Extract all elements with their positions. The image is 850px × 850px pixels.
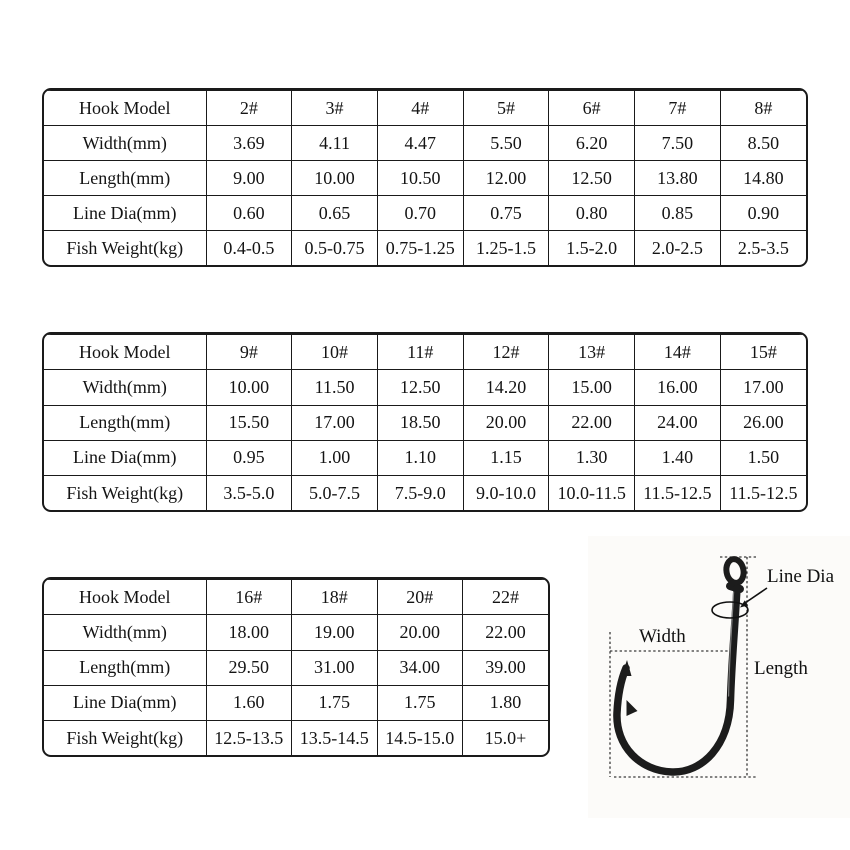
value-cell: 1.5-2.0 [549, 231, 635, 265]
column-header-cell: 2# [206, 91, 292, 126]
column-header-cell: 8# [720, 91, 806, 126]
value-cell: 11.5-12.5 [720, 476, 806, 511]
value-cell: 1.25-1.5 [463, 231, 549, 265]
value-cell: 15.00 [549, 370, 635, 405]
value-cell: 22.00 [463, 615, 549, 650]
value-cell: 0.90 [720, 196, 806, 231]
corner-header-cell: Hook Model [44, 335, 206, 370]
column-header-cell: 18# [292, 580, 378, 615]
length-label: Length [754, 658, 808, 679]
value-cell: 11.5-12.5 [635, 476, 721, 511]
value-cell: 4.47 [377, 126, 463, 161]
value-cell: 31.00 [292, 650, 378, 685]
value-cell: 1.50 [720, 440, 806, 475]
value-cell: 0.65 [292, 196, 378, 231]
corner-header-cell: Hook Model [44, 91, 206, 126]
column-header-cell: 12# [463, 335, 549, 370]
value-cell: 39.00 [463, 650, 549, 685]
value-cell: 26.00 [720, 405, 806, 440]
value-cell: 1.75 [292, 685, 378, 720]
value-cell: 1.40 [635, 440, 721, 475]
column-header-cell: 20# [377, 580, 463, 615]
column-header-cell: 3# [292, 91, 378, 126]
row-label-cell: Line Dia(mm) [44, 196, 206, 231]
value-cell: 1.30 [549, 440, 635, 475]
row-label-cell: Length(mm) [44, 161, 206, 196]
width-label: Width [639, 626, 686, 647]
value-cell: 14.80 [720, 161, 806, 196]
value-cell: 15.50 [206, 405, 292, 440]
value-cell: 9.00 [206, 161, 292, 196]
value-cell: 14.20 [463, 370, 549, 405]
column-header-cell: 5# [463, 91, 549, 126]
value-cell: 20.00 [463, 405, 549, 440]
value-cell: 7.50 [635, 126, 721, 161]
value-cell: 17.00 [720, 370, 806, 405]
row-label-cell: Width(mm) [44, 615, 206, 650]
value-cell: 8.50 [720, 126, 806, 161]
value-cell: 2.0-2.5 [635, 231, 721, 265]
value-cell: 18.50 [377, 405, 463, 440]
row-label-cell: Fish Weight(kg) [44, 721, 206, 756]
value-cell: 12.50 [377, 370, 463, 405]
value-cell: 5.0-7.5 [292, 476, 378, 511]
value-cell: 0.75-1.25 [377, 231, 463, 265]
value-cell: 5.50 [463, 126, 549, 161]
column-header-cell: 16# [206, 580, 292, 615]
row-label-cell: Length(mm) [44, 405, 206, 440]
line-dia-label: Line Dia [767, 566, 835, 587]
value-cell: 7.5-9.0 [377, 476, 463, 511]
corner-header-cell: Hook Model [44, 580, 206, 615]
value-cell: 3.69 [206, 126, 292, 161]
row-label-cell: Width(mm) [44, 126, 206, 161]
value-cell: 13.5-14.5 [292, 721, 378, 756]
value-cell: 11.50 [292, 370, 378, 405]
value-cell: 10.0-11.5 [549, 476, 635, 511]
value-cell: 15.0+ [463, 721, 549, 756]
value-cell: 0.60 [206, 196, 292, 231]
row-label-cell: Width(mm) [44, 370, 206, 405]
row-label-cell: Line Dia(mm) [44, 685, 206, 720]
column-header-cell: 15# [720, 335, 806, 370]
value-cell: 0.5-0.75 [292, 231, 378, 265]
value-cell: 10.00 [206, 370, 292, 405]
row-label-cell: Fish Weight(kg) [44, 476, 206, 511]
value-cell: 9.0-10.0 [463, 476, 549, 511]
value-cell: 6.20 [549, 126, 635, 161]
value-cell: 18.00 [206, 615, 292, 650]
hook-eye [725, 558, 746, 585]
value-cell: 10.50 [377, 161, 463, 196]
value-cell: 0.85 [635, 196, 721, 231]
line-dia-arrow-shaft [745, 588, 767, 603]
value-cell: 1.00 [292, 440, 378, 475]
value-cell: 0.4-0.5 [206, 231, 292, 265]
value-cell: 12.50 [549, 161, 635, 196]
value-cell: 0.80 [549, 196, 635, 231]
value-cell: 4.11 [292, 126, 378, 161]
row-label-cell: Line Dia(mm) [44, 440, 206, 475]
column-header-cell: 7# [635, 91, 721, 126]
value-cell: 1.80 [463, 685, 549, 720]
value-cell: 20.00 [377, 615, 463, 650]
hook-barb [627, 700, 638, 716]
column-header-cell: 9# [206, 335, 292, 370]
value-cell: 13.80 [635, 161, 721, 196]
column-header-cell: 10# [292, 335, 378, 370]
fishing-hook-illustration [617, 558, 746, 772]
value-cell: 1.60 [206, 685, 292, 720]
value-cell: 12.5-13.5 [206, 721, 292, 756]
value-cell: 1.10 [377, 440, 463, 475]
value-cell: 14.5-15.0 [377, 721, 463, 756]
value-cell: 12.00 [463, 161, 549, 196]
value-cell: 34.00 [377, 650, 463, 685]
value-cell: 1.75 [377, 685, 463, 720]
column-header-cell: 6# [549, 91, 635, 126]
column-header-cell: 13# [549, 335, 635, 370]
column-header-cell: 4# [377, 91, 463, 126]
value-cell: 10.00 [292, 161, 378, 196]
value-cell: 24.00 [635, 405, 721, 440]
row-label-cell: Length(mm) [44, 650, 206, 685]
value-cell: 2.5-3.5 [720, 231, 806, 265]
value-cell: 16.00 [635, 370, 721, 405]
value-cell: 0.70 [377, 196, 463, 231]
value-cell: 0.95 [206, 440, 292, 475]
row-label-cell: Fish Weight(kg) [44, 231, 206, 265]
column-header-cell: 11# [377, 335, 463, 370]
value-cell: 22.00 [549, 405, 635, 440]
value-cell: 29.50 [206, 650, 292, 685]
column-header-cell: 14# [635, 335, 721, 370]
value-cell: 19.00 [292, 615, 378, 650]
value-cell: 3.5-5.0 [206, 476, 292, 511]
value-cell: 17.00 [292, 405, 378, 440]
value-cell: 0.75 [463, 196, 549, 231]
value-cell: 1.15 [463, 440, 549, 475]
column-header-cell: 22# [463, 580, 549, 615]
